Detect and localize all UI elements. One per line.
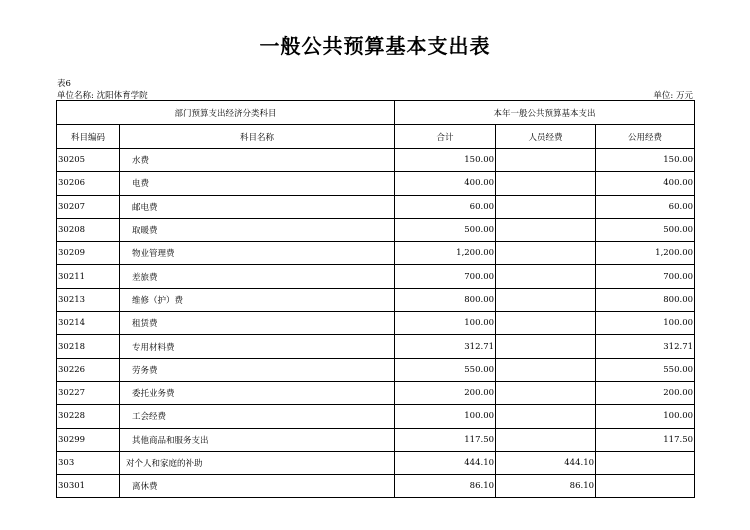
row-code: 30218 xyxy=(57,335,120,358)
table-row xyxy=(57,265,695,288)
row-name: 电费 xyxy=(120,172,395,195)
row-personnel xyxy=(496,172,596,195)
row-personnel xyxy=(496,288,596,311)
row-total: 500.00 xyxy=(395,218,496,241)
row-public: 100.00 xyxy=(596,312,695,335)
row-total: 100.00 xyxy=(395,312,496,335)
row-public: 117.50 xyxy=(596,428,695,451)
budget-table xyxy=(56,100,695,498)
row-name: 取暖费 xyxy=(120,218,395,241)
table-number: 表6 xyxy=(57,79,71,89)
row-code: 30299 xyxy=(57,428,120,451)
row-personnel xyxy=(496,312,596,335)
row-total: 117.50 xyxy=(395,428,496,451)
table-row xyxy=(57,172,695,195)
table-row xyxy=(57,381,695,404)
row-total: 100.00 xyxy=(395,405,496,428)
header-group-left: 部门预算支出经济分类科目 xyxy=(57,101,395,125)
table-row xyxy=(57,242,695,265)
row-personnel xyxy=(496,149,596,172)
row-total: 444.10 xyxy=(395,451,496,474)
row-total: 550.00 xyxy=(395,358,496,381)
row-name: 租赁费 xyxy=(120,312,395,335)
table-row xyxy=(57,358,695,381)
row-personnel xyxy=(496,358,596,381)
row-name: 其他商品和服务支出 xyxy=(120,428,395,451)
row-code: 30228 xyxy=(57,405,120,428)
row-personnel xyxy=(496,381,596,404)
row-public: 150.00 xyxy=(596,149,695,172)
row-public: 1,200.00 xyxy=(596,242,695,265)
row-code: 30211 xyxy=(57,265,120,288)
row-personnel xyxy=(496,428,596,451)
table-body xyxy=(57,149,695,498)
row-total: 200.00 xyxy=(395,381,496,404)
row-name: 物业管理费 xyxy=(120,242,395,265)
row-personnel xyxy=(496,242,596,265)
row-personnel xyxy=(496,335,596,358)
header-total: 合计 xyxy=(395,125,496,149)
row-code: 30207 xyxy=(57,195,120,218)
row-name: 差旅费 xyxy=(120,265,395,288)
page-title: 一般公共预算基本支出表 xyxy=(259,34,491,58)
row-total: 800.00 xyxy=(395,288,496,311)
row-total: 1,200.00 xyxy=(395,242,496,265)
table-row xyxy=(57,451,695,474)
row-code: 303 xyxy=(57,451,120,474)
currency-unit: 单位: 万元 xyxy=(653,91,693,101)
row-public: 700.00 xyxy=(596,265,695,288)
unit-name: 单位名称: 沈阳体育学院 xyxy=(57,91,148,101)
table-row xyxy=(57,288,695,311)
row-total: 400.00 xyxy=(395,172,496,195)
row-personnel: 86.10 xyxy=(496,475,596,498)
row-personnel xyxy=(496,405,596,428)
row-total: 150.00 xyxy=(395,149,496,172)
row-code: 30214 xyxy=(57,312,120,335)
row-public: 500.00 xyxy=(596,218,695,241)
header-name: 科目名称 xyxy=(120,125,395,149)
row-code: 30227 xyxy=(57,381,120,404)
row-public: 200.00 xyxy=(596,381,695,404)
row-name: 维修（护）费 xyxy=(120,288,395,311)
row-personnel xyxy=(496,195,596,218)
header-group-right: 本年一般公共预算基本支出 xyxy=(395,101,695,125)
table-row xyxy=(57,475,695,498)
row-code: 30301 xyxy=(57,475,120,498)
row-name: 专用材料费 xyxy=(120,335,395,358)
row-public: 100.00 xyxy=(596,405,695,428)
row-public: 400.00 xyxy=(596,172,695,195)
header-public: 公用经费 xyxy=(596,125,695,149)
table-row xyxy=(57,405,695,428)
row-name: 对个人和家庭的补助 xyxy=(120,451,395,474)
row-personnel xyxy=(496,265,596,288)
row-total: 60.00 xyxy=(395,195,496,218)
row-total: 312.71 xyxy=(395,335,496,358)
table-row xyxy=(57,335,695,358)
table-row xyxy=(57,428,695,451)
row-public: 312.71 xyxy=(596,335,695,358)
row-personnel xyxy=(496,218,596,241)
row-name: 水费 xyxy=(120,149,395,172)
header-group-row xyxy=(57,101,695,125)
header-personnel: 人员经费 xyxy=(496,125,596,149)
table-row xyxy=(57,312,695,335)
row-code: 30209 xyxy=(57,242,120,265)
table-row xyxy=(57,149,695,172)
row-code: 30206 xyxy=(57,172,120,195)
row-total: 86.10 xyxy=(395,475,496,498)
row-personnel: 444.10 xyxy=(496,451,596,474)
row-total: 700.00 xyxy=(395,265,496,288)
row-code: 30205 xyxy=(57,149,120,172)
row-name: 邮电费 xyxy=(120,195,395,218)
header-column-row xyxy=(57,125,695,149)
table-row xyxy=(57,195,695,218)
row-code: 30213 xyxy=(57,288,120,311)
row-public xyxy=(596,475,695,498)
row-public: 550.00 xyxy=(596,358,695,381)
row-name: 委托业务费 xyxy=(120,381,395,404)
row-public: 800.00 xyxy=(596,288,695,311)
row-code: 30208 xyxy=(57,218,120,241)
row-name: 劳务费 xyxy=(120,358,395,381)
row-public xyxy=(596,451,695,474)
header-code: 科目编码 xyxy=(57,125,120,149)
row-public: 60.00 xyxy=(596,195,695,218)
row-name: 工会经费 xyxy=(120,405,395,428)
row-name: 离休费 xyxy=(120,475,395,498)
table-row xyxy=(57,218,695,241)
row-code: 30226 xyxy=(57,358,120,381)
